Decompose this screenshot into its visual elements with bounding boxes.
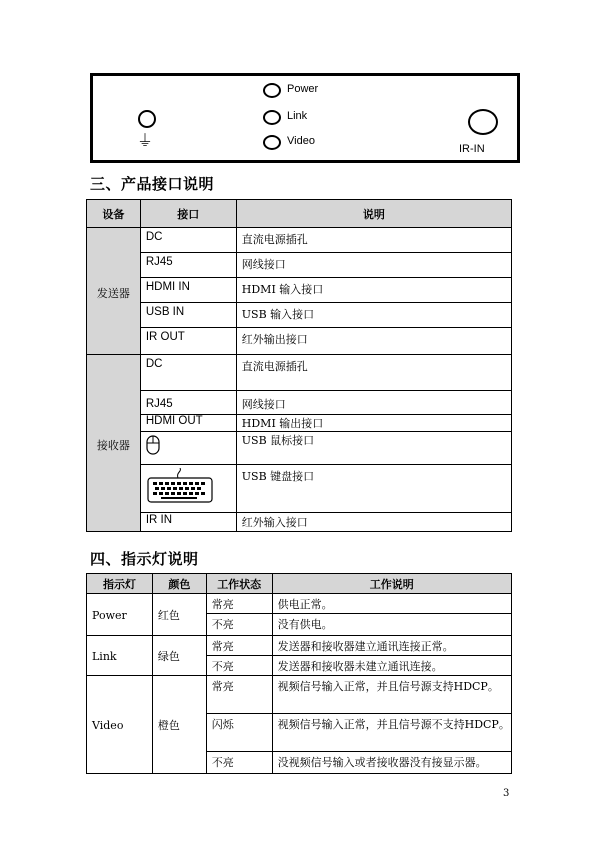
link-led-icon (263, 110, 281, 125)
desc-cell: USB 鼠标接口 (236, 432, 511, 465)
port-cell: USB IN (140, 303, 236, 328)
header-desc: 工作说明 (272, 574, 511, 594)
page-number: 3 (503, 788, 510, 799)
desc-cell: 直流电源插孔 (236, 355, 511, 391)
table-row (87, 278, 512, 303)
power-led-label: Power (287, 83, 319, 95)
desc-cell: USB 键盘接口 (236, 465, 511, 513)
desc-cell: 供电正常。 (272, 594, 511, 614)
sender-device-cell: 发送器 (87, 228, 141, 355)
link-led-label: Link (287, 110, 308, 122)
front-panel-diagram (90, 73, 520, 163)
port-cell: DC (140, 355, 236, 391)
indicator-name: Link (87, 636, 153, 676)
keyboard-icon (146, 468, 216, 504)
state-cell: 常亮 (206, 676, 272, 714)
indicator-name: Power (87, 594, 153, 636)
table-row (87, 594, 512, 614)
port-cell: RJ45 (140, 391, 236, 415)
table-row (87, 328, 512, 355)
port-cell: IR IN (140, 513, 236, 532)
desc-cell: 网线接口 (236, 391, 511, 415)
desc-cell: HDMI 输出接口 (236, 415, 511, 432)
desc-cell: 网线接口 (236, 253, 511, 278)
state-cell: 不亮 (206, 656, 272, 676)
port-cell: RJ45 (140, 253, 236, 278)
section4-title: 四、指示灯说明 (90, 550, 199, 568)
port-cell: HDMI IN (140, 278, 236, 303)
indicator-color: 绿色 (152, 636, 206, 676)
header-color: 颜色 (152, 574, 206, 594)
desc-cell: 没视频信号输入或者接收器没有接显示器。 (272, 752, 511, 774)
video-led-label: Video (287, 135, 315, 147)
desc-cell: 发送器和接收器未建立通讯连接。 (272, 656, 511, 676)
ground-terminal-icon (138, 110, 156, 128)
video-led-icon (263, 135, 281, 150)
table-row (87, 415, 512, 432)
indicator-color: 橙色 (152, 676, 206, 774)
state-cell: 常亮 (206, 594, 272, 614)
header-desc: 说明 (236, 200, 511, 228)
header-state: 工作状态 (206, 574, 272, 594)
header-indicator: 指示灯 (87, 574, 153, 594)
mouse-port-cell (140, 432, 236, 465)
state-cell: 不亮 (206, 752, 272, 774)
section3-title: 三、产品接口说明 (90, 175, 215, 193)
mouse-icon (146, 435, 160, 455)
desc-cell: HDMI 输入接口 (236, 278, 511, 303)
table-header-row (87, 574, 512, 594)
desc-cell: 发送器和接收器建立通讯连接正常。 (272, 636, 511, 656)
desc-cell: 没有供电。 (272, 614, 511, 636)
table-row (87, 636, 512, 656)
table-row (87, 465, 512, 513)
desc-cell: 视频信号输入正常，并且信号源支持HDCP。 (272, 676, 511, 714)
desc-cell: 直流电源插孔 (236, 228, 511, 253)
receiver-device-cell: 接收器 (87, 355, 141, 532)
state-cell: 闪烁 (206, 714, 272, 752)
table-header-row (87, 200, 512, 228)
header-device: 设备 (87, 200, 141, 228)
desc-cell: USB 输入接口 (236, 303, 511, 328)
table-row (87, 513, 512, 532)
table-row (87, 391, 512, 415)
table-row (87, 676, 512, 714)
state-cell: 常亮 (206, 636, 272, 656)
header-port: 接口 (140, 200, 236, 228)
keyboard-port-cell (140, 465, 236, 513)
port-cell: IR OUT (140, 328, 236, 355)
table-row (87, 253, 512, 278)
table-row (87, 432, 512, 465)
desc-cell: 视频信号输入正常，并且信号源不支持HDCP。 (272, 714, 511, 752)
state-cell: 不亮 (206, 614, 272, 636)
port-cell: DC (140, 228, 236, 253)
ground-symbol-icon: ⏚ (137, 133, 154, 150)
table-row (87, 228, 512, 253)
indicator-table (86, 573, 512, 774)
power-led-icon (263, 83, 281, 98)
port-cell: HDMI OUT (140, 415, 236, 432)
table-row (87, 355, 512, 391)
ir-in-port-icon (468, 109, 498, 135)
desc-cell: 红外输入接口 (236, 513, 511, 532)
table-row (87, 303, 512, 328)
indicator-name: Video (87, 676, 153, 774)
ir-in-label: IR-IN (459, 143, 485, 155)
interface-table (86, 199, 512, 532)
indicator-color: 红色 (152, 594, 206, 636)
desc-cell: 红外输出接口 (236, 328, 511, 355)
